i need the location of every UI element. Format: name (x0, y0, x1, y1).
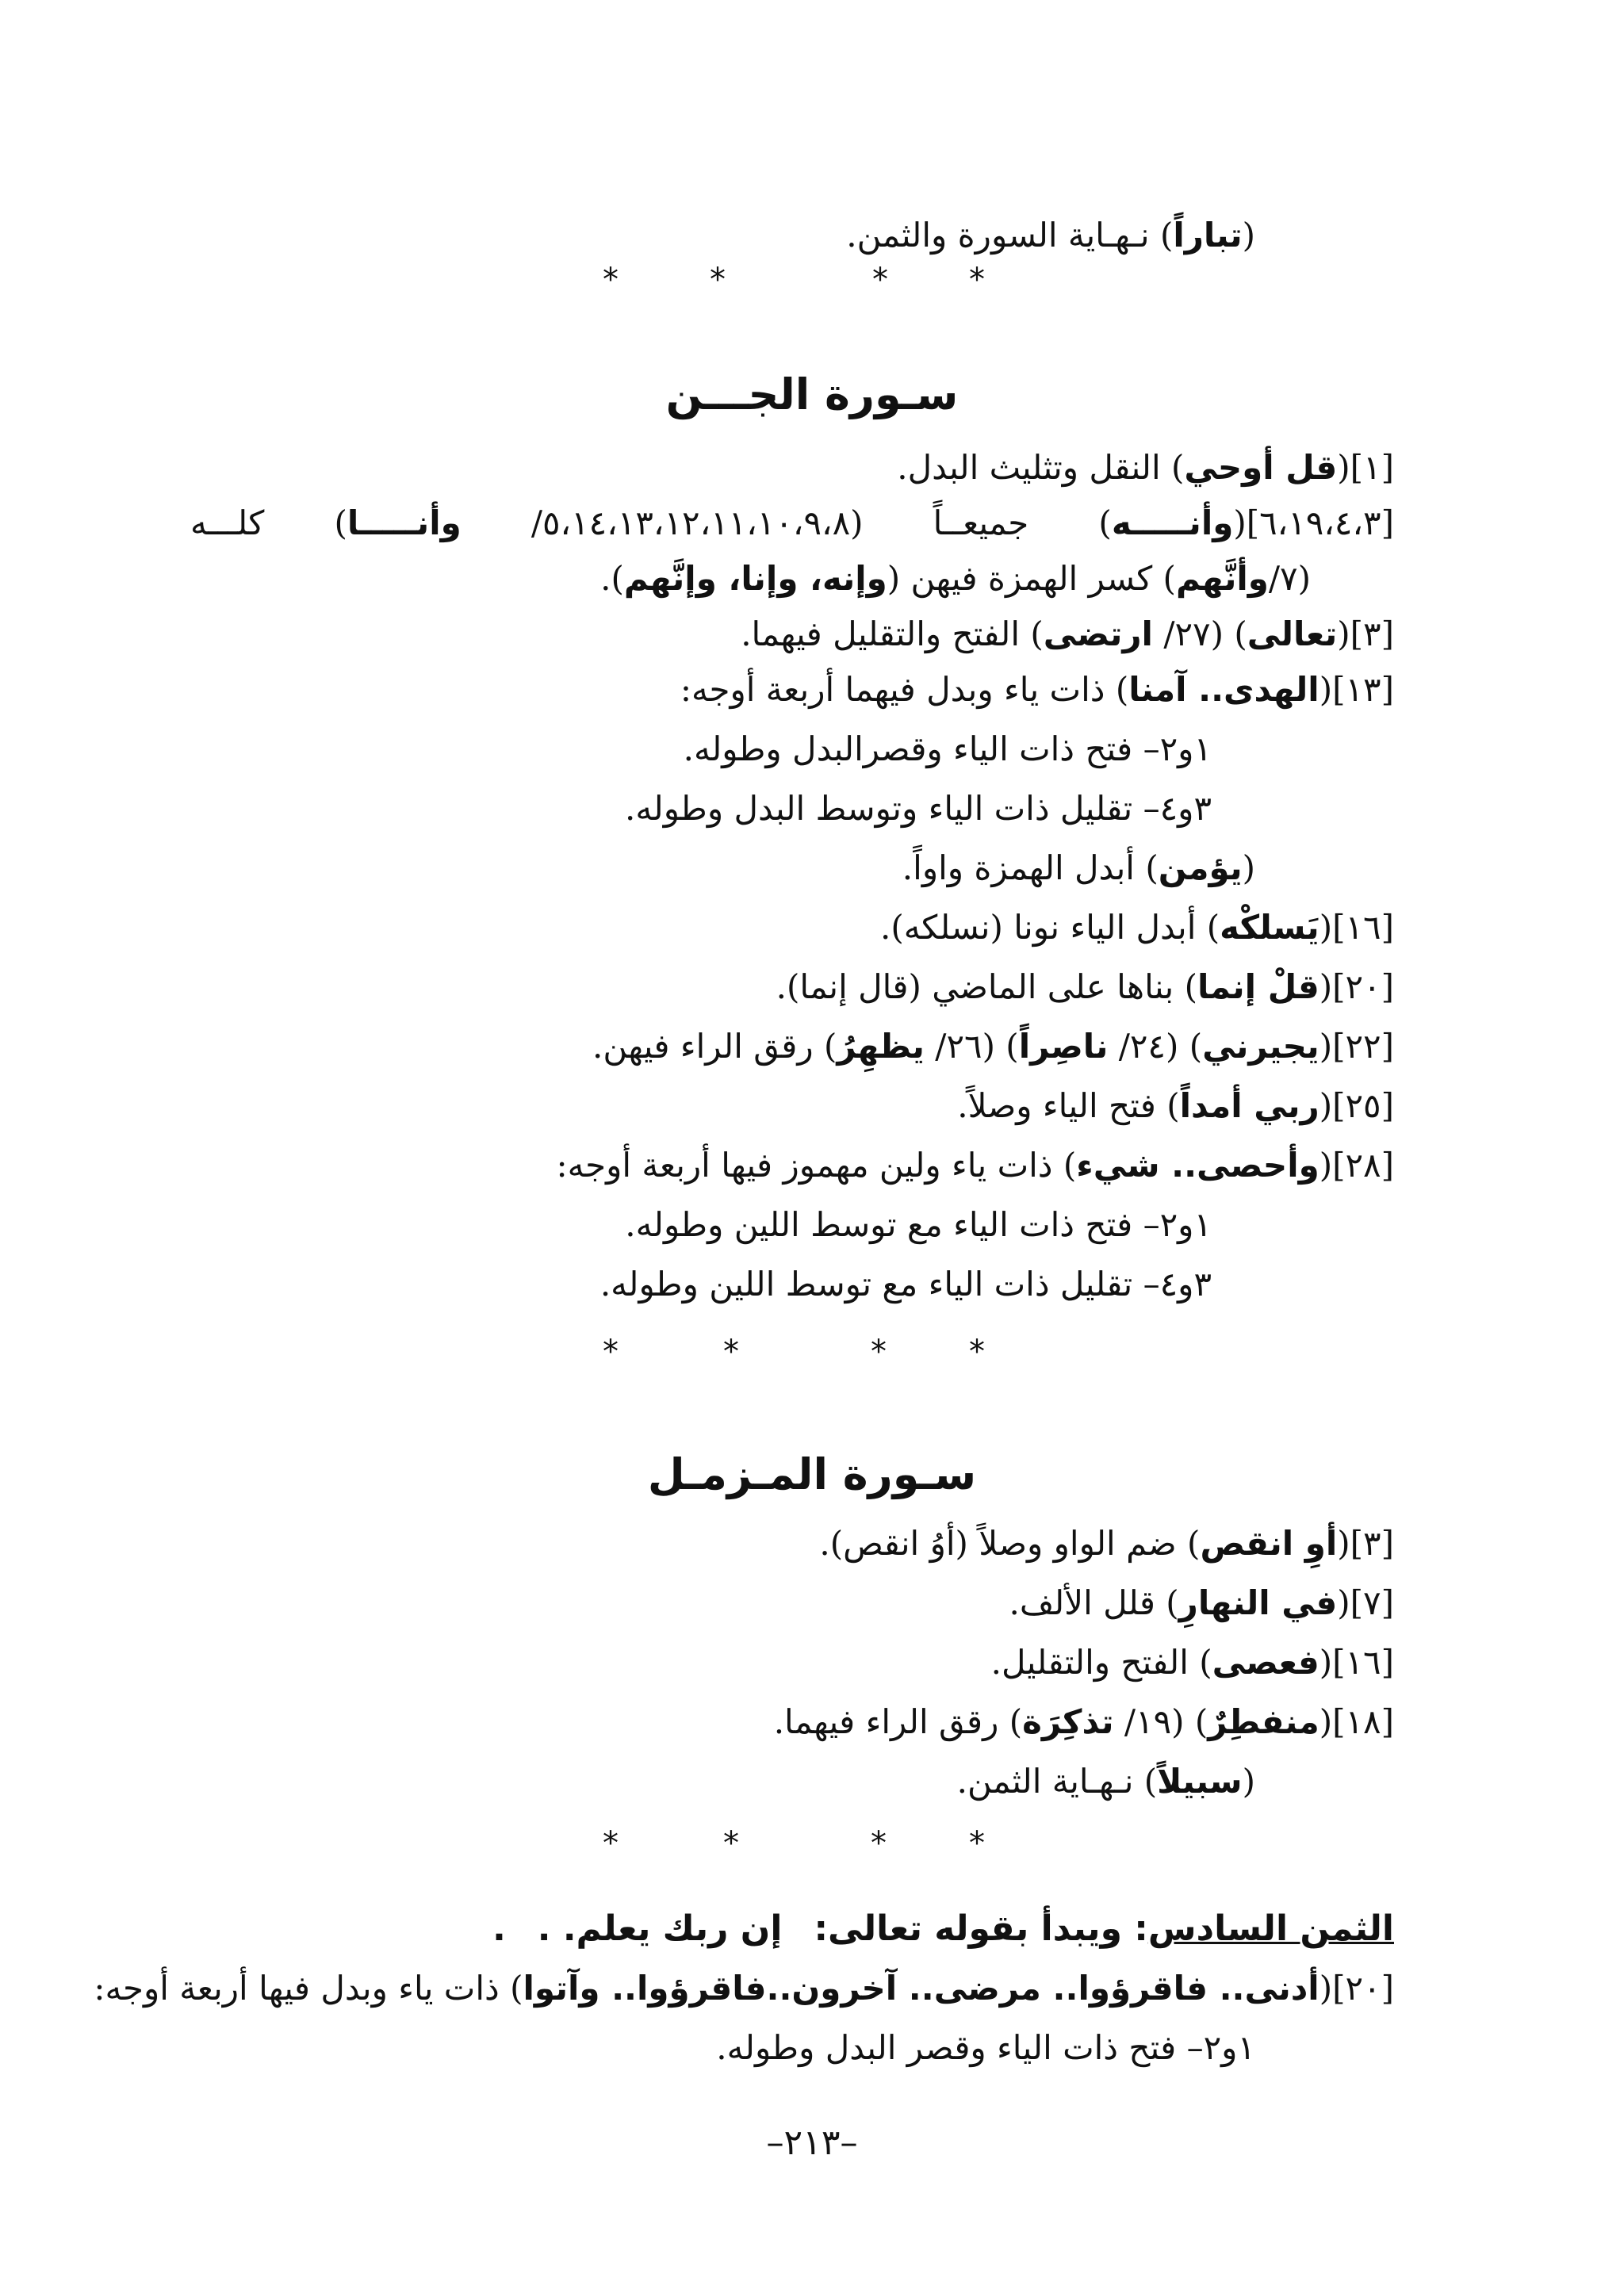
verse-number: [١] (1350, 448, 1394, 487)
bold-word: سبيلاً (1157, 1762, 1243, 1801)
jinn-line-7: ٣و٤– تقليل ذات الياء وتوسط البدل وطوله. (625, 789, 1212, 828)
intro-line: (تباراً) نـهـاية السورة والثمن. (846, 216, 1255, 255)
page-number: –٢١٣– (766, 2123, 858, 2163)
line-text: جميعــاً (٥،١٤،١٣،١٢،١١،١٠،٩،٨/ (461, 503, 1099, 542)
separator-star: * (872, 262, 888, 298)
verse-number: [٧] (1350, 1583, 1394, 1622)
bold-word: قل أوحي (1184, 448, 1338, 487)
separator-star: * (603, 1334, 619, 1370)
verse-number: [٢٢] (1332, 1027, 1394, 1066)
bold-word: قلْ إنما (1197, 967, 1320, 1006)
bold-word: ناصِراً (1018, 1027, 1109, 1066)
bold-word: منفطِرٌ (1208, 1702, 1320, 1741)
line-text: فتح الياء وصلاً. (957, 1086, 1167, 1125)
verse-number: [١٨] (1332, 1702, 1394, 1741)
line-text: النقل وتثليث البدل. (897, 448, 1171, 487)
jinn-line-14: ١و٢– فتح ذات الياء مع توسط اللين وطوله. (625, 1205, 1212, 1244)
bold-word: يَسلكْه (1220, 908, 1320, 947)
separator-star: * (969, 262, 985, 298)
verse-number: [١٣] (1332, 670, 1394, 709)
separator-star: * (723, 1334, 739, 1370)
muzzammil-line-1: [٣](أوِ انقص) ضم الواو وصلاً (أوُ انقص). (819, 1524, 1394, 1563)
separator-star: * (871, 1825, 887, 1862)
line-text: أبدل الياء نونا (نسلكه). (879, 908, 1207, 947)
line-text: ضم الواو وصلاً (أوُ انقص). (819, 1524, 1188, 1563)
verse-number: [١٦] (1332, 1643, 1394, 1682)
separator-stars-2 (0, 1332, 1624, 1372)
surah-jinn-title: سـورة الجـــن (665, 369, 959, 419)
line-text: نـهـاية الثمن. (956, 1762, 1144, 1801)
line-text: ) رقق الراء فيهما. (773, 1702, 1023, 1741)
bold-word: تذكِرَة (1022, 1702, 1114, 1741)
verse-number: [٢٠] (1332, 1969, 1394, 2008)
verse-number: [٢٥] (1332, 1086, 1394, 1125)
verse-number: [٣] (1350, 614, 1394, 653)
line-text: أبدل الهمزة واواً. (902, 848, 1146, 887)
verse-number: [٢٨] (1332, 1146, 1394, 1185)
line-text: (٧/ (1268, 559, 1311, 598)
bold-word: أوِ انقص (1200, 1524, 1338, 1563)
line-text: ذات ياء وبدل فيهما أربعة أوجه: (680, 670, 1116, 709)
separator-star: * (710, 262, 726, 298)
muzzammil-line-3: [١٦](فعصى) الفتح والتقليل. (990, 1643, 1394, 1682)
line-text: ) (٢٦/ (924, 1027, 1019, 1066)
bold-word: تعالى (1247, 614, 1338, 653)
bold-word: في النهارِ (1178, 1583, 1338, 1622)
line-text: قلل الألف. (1009, 1583, 1166, 1622)
separator-star: * (603, 1825, 619, 1862)
jinn-line-8: (يؤمن) أبدل الهمزة واواً. (902, 848, 1255, 887)
section-title-quote: إن ربك يعلم. . (537, 1908, 783, 1949)
line-text: ذات ياء وبدل فيها أربعة أوجه: (94, 1969, 511, 2008)
jinn-line-15: ٣و٤– تقليل ذات الياء مع توسط اللين وطوله. (599, 1265, 1212, 1303)
bold-word: وأحصى.. شيء (1076, 1146, 1320, 1185)
line-text: (١٩/ (1113, 1702, 1195, 1741)
bold-word: ربي أمداً (1179, 1086, 1320, 1125)
jinn-line-9: [١٦](يَسلكْه) أبدل الياء نونا (نسلكه). (879, 908, 1394, 947)
bold-word: وأنـــــا (347, 503, 462, 542)
muzzammil-line-4: [١٨](منفطِرٌ) (١٩/ تذكِرَة) رقق الراء فيهما. (773, 1702, 1394, 1741)
muzzammil-line-5: (سبيلاً) نـهـاية الثمن. (956, 1762, 1255, 1801)
section-title-text: : ويبدأ بقوله تعالى: (814, 1908, 1148, 1949)
line-text: ) الفتح والتقليل فيهما. (741, 614, 1044, 653)
bold-word: أدنى.. فاقرؤوا.. مرضى.. آخرون..فاقرؤوا.. وآتوا (523, 1969, 1320, 2008)
verse-number: [٦،١٩،٤،٣] (1246, 503, 1394, 542)
separator-star: * (969, 1825, 985, 1862)
jinn-line-1: [١](قل أوحي) النقل وتثليث البدل. (897, 448, 1394, 487)
surah-muzzammil-title: سـورة المـزمـل (647, 1449, 977, 1499)
verse-number: [٣] (1350, 1524, 1394, 1563)
sixth-eighth-title (492, 1901, 1394, 1957)
line-text: ). (600, 559, 624, 598)
bold-word: فعصى (1212, 1643, 1320, 1682)
line-text: ) رقق الراء فيهن. (592, 1027, 837, 1066)
separator-star: * (871, 1334, 887, 1370)
sixth-eighth-line-2: ١و٢– فتح ذات الياء وقصر البدل وطوله. (716, 2028, 1255, 2067)
separator-stars-3 (0, 1824, 1624, 1863)
jinn-line-5: [١٣](الهدى.. آمنا) ذات ياء وبدل فيهما أربعة أوجه: (680, 670, 1394, 709)
jinn-line-10: [٢٠](قلْ إنما) بناها على الماضي (قال إنما). (776, 967, 1394, 1006)
bold-word: وإنه، وإنا، وإنَّهم (623, 559, 887, 598)
sixth-eighth-line-1: [٢٠](أدنى.. فاقرؤوا.. مرضى.. آخرون..فاقرؤوا.. وآتوا) ذات ياء وبدل فيها أربعة أوجه: (94, 1969, 1394, 2008)
bold-word: يجيرني (1202, 1027, 1320, 1066)
bold-word: يظهِرُ (837, 1027, 925, 1066)
separator-star: * (723, 1825, 739, 1862)
jinn-line-6: ١و٢– فتح ذات الياء وقصرالبدل وطوله. (683, 729, 1212, 768)
jinn-line-2: [٦،١٩،٤،٣](وأنـــــه) جميعــاً (٥،١٤،١٣،١٢،١١،١٠،٩،٨/ وأنـــــا) كلـــه (190, 503, 1394, 542)
line-text: بناها على الماضي (قال إنما). (776, 967, 1185, 1006)
line-text: ذات ياء ولين مهموز فيها أربعة أوجه: (556, 1146, 1063, 1185)
line-text: الفتح والتقليل. (990, 1643, 1200, 1682)
jinn-line-11: [٢٢](يجيرني) (٢٤/ ناصِراً) (٢٦/ يظهِرُ) رقق الراء فيهن. (592, 1027, 1394, 1066)
section-title-underlined: الثمن السادس (1147, 1908, 1394, 1949)
intro-text: نـهـاية السورة والثمن. (846, 216, 1160, 255)
separator-star: * (969, 1334, 985, 1370)
verse-number: [١٦] (1332, 908, 1394, 947)
bold-word: الهدى.. آمنا (1128, 670, 1320, 709)
jinn-line-12: [٢٥](ربي أمداً) فتح الياء وصلاً. (957, 1086, 1394, 1125)
line-text: ) كلـــه (190, 503, 347, 542)
line-text: (٢٤/ (1108, 1027, 1189, 1066)
separator-stars-1 (0, 260, 1624, 300)
jinn-line-3 (182, 551, 1311, 607)
bold-word: ارتضى (1043, 614, 1153, 653)
line-text: (٢٧/ (1152, 614, 1235, 653)
separator-star: * (603, 262, 619, 298)
line-text: ) كسر الهمزة فيهن ( (887, 559, 1176, 598)
jinn-line-4: [٣](تعالى) (٢٧/ ارتضى) الفتح والتقليل فيهما. (741, 614, 1394, 653)
bold-word: وأنَّهم (1175, 559, 1269, 598)
verse-number: [٢٠] (1332, 967, 1394, 1006)
section-title-dot: . (492, 1908, 506, 1949)
jinn-line-13: [٢٨](وأحصى.. شيء) ذات ياء ولين مهموز فيها أربعة أوجه: (556, 1146, 1394, 1185)
intro-bold: تباراً (1173, 216, 1243, 255)
bold-word: يؤمن (1158, 848, 1243, 887)
muzzammil-line-2: [٧](في النهارِ) قلل الألف. (1009, 1583, 1394, 1622)
bold-word: وأنـــــه (1111, 503, 1234, 542)
